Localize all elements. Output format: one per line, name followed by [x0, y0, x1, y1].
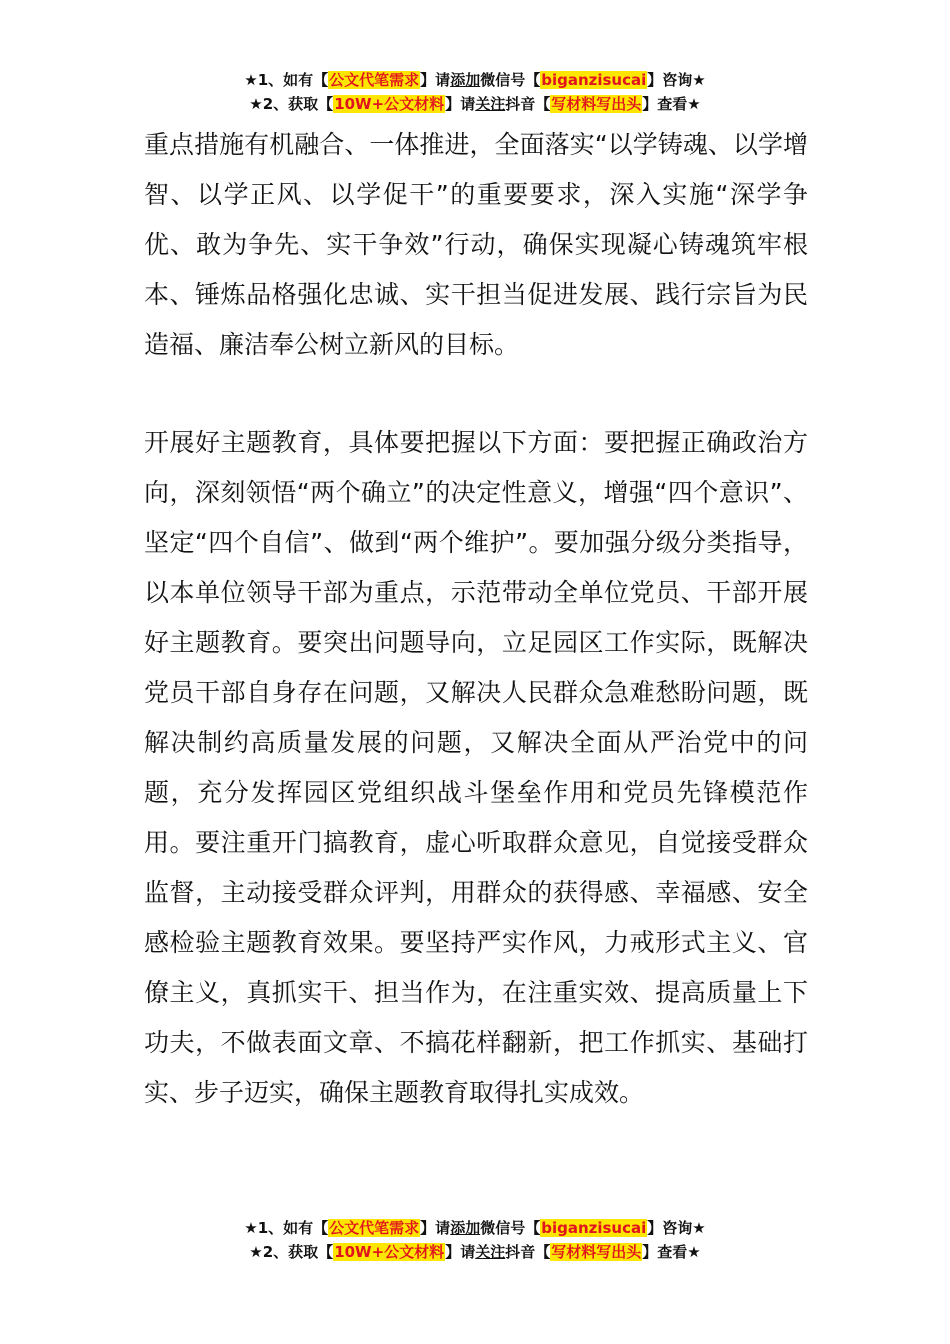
banner-text: ★2、获取【 — [249, 1243, 334, 1261]
banner-text: 】查看★ — [642, 1243, 701, 1261]
banner-text: 微信号【 — [480, 71, 541, 89]
underlined-text: 关注 — [475, 95, 506, 113]
banner-text: 微信号【 — [480, 1219, 541, 1237]
banner-text: 】请 — [420, 71, 451, 89]
footer-banner — [0, 1216, 950, 1264]
banner-text: 】咨询★ — [647, 1219, 706, 1237]
banner-line-2 — [0, 1240, 950, 1264]
underlined-text: 关注 — [475, 1243, 506, 1261]
highlight-wechat-id: biganzisucai — [541, 1219, 647, 1237]
banner-text: 】请 — [445, 95, 476, 113]
banner-text: 】查看★ — [642, 95, 701, 113]
document-paragraph-2: 开展好主题教育，具体要把握以下方面：要把握正确政治方向，深刻领悟“两个确立”的决定性意义，增强“四个意识”、坚定“四个自信”、做到“两个维护”。要加强分级分类指导，以本单位领导干部为重点，示范带动全单位党员、干部开展好主题教育。要突出问题导向，立足园区工作实际，既解决党员干部自身存在问题，又解决人民群众急难愁盼问题，既解决制约高质量发展的问题，又解决全面从严治党中的问题，充分发挥园区党组织战斗堡垒作用和党员先锋模范作用。要注重开门搞教育，虚心听取群众意见，自觉接受群众监督，主动接受群众评判，用群众的获得感、幸福感、安全感检验主题教育效果。要坚持严实作风，力戒形式主义、官僚主义，真抓实干、担当作为，在注重实效、提高质量上下功夫，不做表面文章、不搞花样翻新，把工作抓实、基础打实、步子迈实，确保主题教育取得扎实成效。 — [144, 428, 808, 1107]
highlight-service: 公文代笔需求 — [329, 1219, 420, 1237]
banner-text: 】咨询★ — [647, 71, 706, 89]
highlight-materials: 10W+公文材料 — [334, 95, 445, 113]
banner-line-1 — [0, 68, 950, 92]
highlight-wechat-id: biganzisucai — [541, 71, 647, 89]
banner-line-2 — [0, 92, 950, 116]
highlight-materials: 10W+公文材料 — [334, 1243, 445, 1261]
banner-text: 抖音【 — [505, 95, 551, 113]
underlined-text: 添加 — [450, 71, 481, 89]
banner-text: ★2、获取【 — [249, 95, 334, 113]
banner-text: 抖音【 — [505, 1243, 551, 1261]
banner-line-1 — [0, 1216, 950, 1240]
document-paragraph-1: 重点措施有机融合、一体推进，全面落实“以学铸魂、以学增智、以学正风、以学促干”的重要要求，深入实施“深学争优、敢为争先、实干争效”行动，确保实现凝心铸魂筑牢根本、锤炼品格强化忠诚、实干担当促进发展、践行宗旨为民造福、廉洁奉公树立新风的目标。 — [144, 130, 808, 359]
banner-text: 】请 — [445, 1243, 476, 1261]
highlight-douyin-id: 写材料写出头 — [551, 1243, 642, 1261]
banner-text: ★1、如有【 — [244, 1219, 329, 1237]
banner-text: ★1、如有【 — [244, 71, 329, 89]
header-banner — [0, 68, 950, 116]
banner-text: 】请 — [420, 1219, 451, 1237]
underlined-text: 添加 — [450, 1219, 481, 1237]
highlight-douyin-id: 写材料写出头 — [551, 95, 642, 113]
highlight-service: 公文代笔需求 — [329, 71, 420, 89]
